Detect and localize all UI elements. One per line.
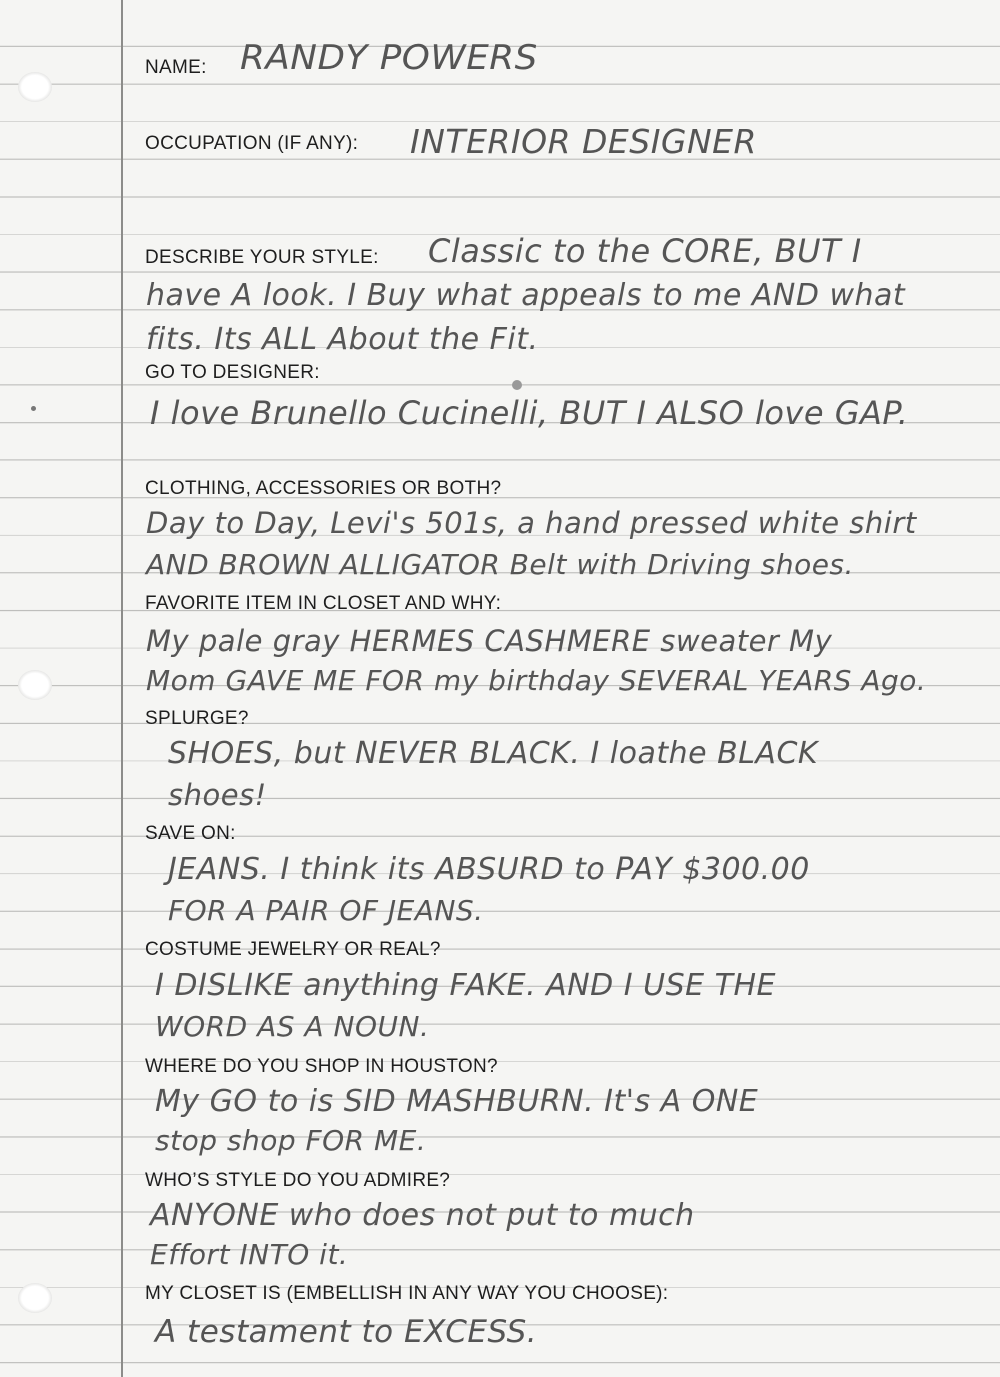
answer-style-line-1: Classic to the CORE, BUT I [428, 232, 862, 270]
answer-style-line-3: fits. Its ALL About the Fit. [146, 322, 539, 357]
binder-hole-top [18, 72, 52, 102]
field-label-save-on: SAVE ON: [145, 823, 236, 844]
answer-occupation: INTERIOR DESIGNER [410, 122, 757, 161]
answer-style-line-2: have A look. I Buy what appeals to me AND what [146, 278, 906, 313]
answer-admire-line-2: Effort INTO it. [150, 1238, 349, 1271]
margin-line [121, 0, 123, 1377]
answer-jewelry-line-1: I DISLIKE anything FAKE. AND I USE THE [155, 968, 776, 1003]
answer-shop-line-2: stop shop FOR ME. [155, 1124, 427, 1157]
answer-shop-line-1: My GO to is SID MASHBURN. It's A ONE [155, 1084, 759, 1119]
field-label-jewelry: COSTUME JEWELRY OR REAL? [145, 939, 441, 960]
field-label-favorite-item: FAVORITE ITEM IN CLOSET AND WHY: [145, 593, 502, 614]
field-label-clothing: CLOTHING, ACCESSORIES OR BOTH? [145, 478, 502, 499]
binder-hole-bottom [18, 1283, 52, 1313]
field-label-style: DESCRIBE YOUR STYLE: [145, 247, 379, 268]
answer-save-line-1: JEANS. I think its ABSURD to PAY $300.00 [168, 852, 810, 887]
field-label-name: NAME: [145, 57, 207, 78]
paper-speck [31, 406, 36, 411]
answer-closet: A testament to EXCESS. [155, 1314, 538, 1350]
field-label-shop: WHERE DO YOU SHOP IN HOUSTON? [145, 1056, 498, 1077]
answer-splurge-line-2: shoes! [168, 778, 267, 812]
answer-jewelry-line-2: WORD AS A NOUN. [155, 1010, 430, 1043]
binder-hole-middle [18, 670, 52, 700]
answer-clothing-line-2: AND BROWN ALLIGATOR Belt with Driving shoes. [146, 548, 854, 581]
paper-speck [512, 380, 522, 390]
answer-admire-line-1: ANYONE who does not put to much [150, 1198, 695, 1233]
field-label-designer: GO TO DESIGNER: [145, 362, 320, 383]
field-label-occupation: OCCUPATION (IF ANY): [145, 133, 359, 154]
answer-clothing-line-1: Day to Day, Levi's 501s, a hand pressed white shirt [146, 506, 917, 540]
answer-save-line-2: FOR A PAIR OF JEANS. [168, 894, 484, 927]
answer-name: RANDY POWERS [240, 38, 538, 78]
field-label-closet: MY CLOSET IS (EMBELLISH IN ANY WAY YOU CHOOSE): [145, 1283, 669, 1304]
field-label-splurge: SPLURGE? [145, 708, 249, 729]
answer-favorite-line-2: Mom GAVE ME FOR my birthday SEVERAL YEARS Ago. [146, 664, 927, 697]
answer-favorite-line-1: My pale gray HERMES CASHMERE sweater My [146, 624, 833, 658]
answer-designer: I love Brunello Cucinelli, BUT I ALSO love GAP. [150, 394, 909, 432]
field-label-admire: WHO’S STYLE DO YOU ADMIRE? [145, 1170, 451, 1191]
answer-splurge-line-1: SHOES, but NEVER BLACK. I loathe BLACK [168, 736, 819, 771]
